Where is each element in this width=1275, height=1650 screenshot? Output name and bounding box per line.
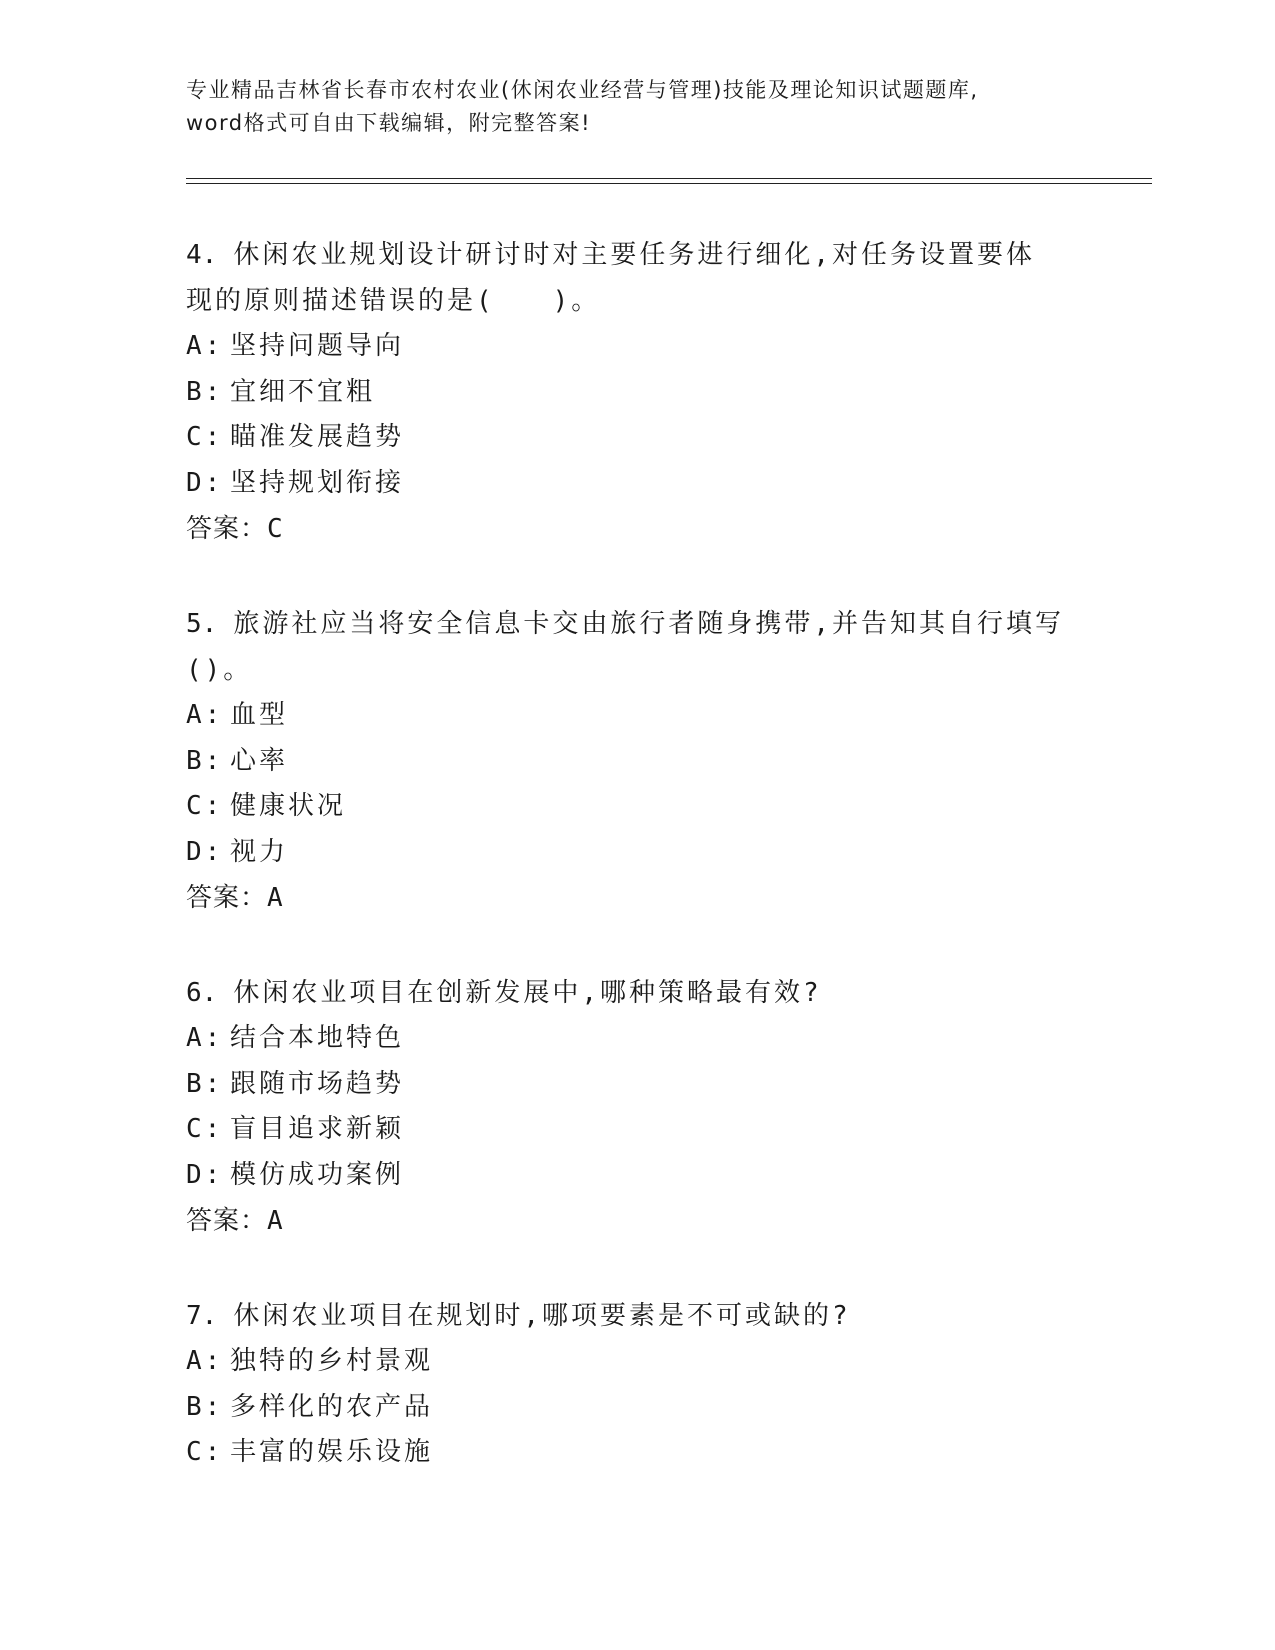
question-number: 4. <box>186 240 218 270</box>
question-text: 休闲农业项目在创新发展中,哪种策略最有效? <box>233 978 822 1008</box>
header-title-line-1: 专业精品吉林省长春市农村农业(休闲农业经营与管理)技能及理论知识试题题库, <box>186 78 979 102</box>
option-c <box>186 1430 1086 1476</box>
option-text: 瞄准发展趋势 <box>230 422 405 452</box>
answer-label: 答案： <box>186 883 268 913</box>
option-text: 模仿成功案例 <box>230 1159 405 1190</box>
option-key: D: <box>186 467 224 498</box>
question-5 <box>186 601 1086 921</box>
option-b <box>186 1385 1086 1431</box>
option-text: 结合本地特色 <box>230 1023 405 1053</box>
option-a <box>186 693 1086 739</box>
question-6 <box>186 970 1086 1244</box>
option-b <box>186 739 1086 785</box>
document-header <box>186 74 1086 140</box>
option-c <box>186 1107 1086 1153</box>
option-d <box>186 830 1086 876</box>
question-6-stem <box>186 970 1086 1016</box>
question-4-stem <box>186 232 1046 324</box>
option-key: B: <box>186 1391 224 1422</box>
option-d <box>186 461 1086 507</box>
option-key: C: <box>186 1114 224 1144</box>
option-text: 独特的乡村景观 <box>230 1346 434 1376</box>
option-key: C: <box>186 791 224 821</box>
question-4 <box>186 232 1086 552</box>
option-text: 心率 <box>230 745 289 776</box>
option-text: 健康状况 <box>230 791 347 821</box>
answer-line <box>186 1198 1086 1244</box>
option-b <box>186 1062 1086 1108</box>
option-text: 丰富的娱乐设施 <box>230 1437 434 1467</box>
answer-label: 答案： <box>186 1206 268 1236</box>
option-b <box>186 370 1086 416</box>
option-text: 视力 <box>230 836 289 867</box>
option-c <box>186 784 1086 830</box>
header-double-rule <box>186 178 1152 184</box>
option-key: B: <box>186 1068 224 1099</box>
option-text: 盲目追求新颖 <box>230 1114 405 1144</box>
question-list <box>186 232 1086 1525</box>
question-number: 7. <box>186 1301 218 1331</box>
answer-value: C <box>267 514 283 544</box>
option-key: A: <box>186 1346 224 1376</box>
question-text: 休闲农业项目在规划时,哪项要素是不可或缺的? <box>233 1301 851 1331</box>
question-7 <box>186 1293 1086 1476</box>
question-text: 旅游社应当将安全信息卡交由旅行者随身携带,并告知其自行填写()。 <box>186 609 1064 685</box>
question-number: 5. <box>186 609 218 639</box>
option-text: 宜细不宜粗 <box>230 376 376 407</box>
question-number: 6. <box>186 978 218 1008</box>
answer-line <box>186 506 1086 552</box>
option-text: 坚持规划衔接 <box>230 467 405 498</box>
option-key: D: <box>186 836 224 867</box>
option-key: B: <box>186 745 224 776</box>
option-d <box>186 1153 1086 1199</box>
option-key: C: <box>186 1437 224 1467</box>
option-key: A: <box>186 331 224 361</box>
question-text: 休闲农业规划设计研讨时对主要任务进行细化,对任务设置要体现的原则描述错误的是( )。 <box>186 240 1035 316</box>
question-7-stem <box>186 1293 1086 1339</box>
option-a <box>186 1339 1086 1385</box>
header-title-line-2: word格式可自由下载编辑，附完整答案! <box>186 111 592 135</box>
answer-label: 答案： <box>186 514 268 544</box>
option-text: 坚持问题导向 <box>230 331 405 361</box>
option-text: 跟随市场趋势 <box>230 1068 405 1099</box>
option-key: C: <box>186 422 224 452</box>
option-text: 血型 <box>230 700 289 730</box>
option-text: 多样化的农产品 <box>230 1391 434 1422</box>
question-5-stem <box>186 601 1066 693</box>
option-key: A: <box>186 700 224 730</box>
option-key: D: <box>186 1159 224 1190</box>
option-key: B: <box>186 376 224 407</box>
answer-line <box>186 875 1086 921</box>
option-key: A: <box>186 1023 224 1053</box>
answer-value: A <box>267 1206 283 1236</box>
option-a <box>186 1016 1086 1062</box>
answer-value: A <box>267 883 283 913</box>
option-c <box>186 415 1086 461</box>
option-a <box>186 324 1086 370</box>
